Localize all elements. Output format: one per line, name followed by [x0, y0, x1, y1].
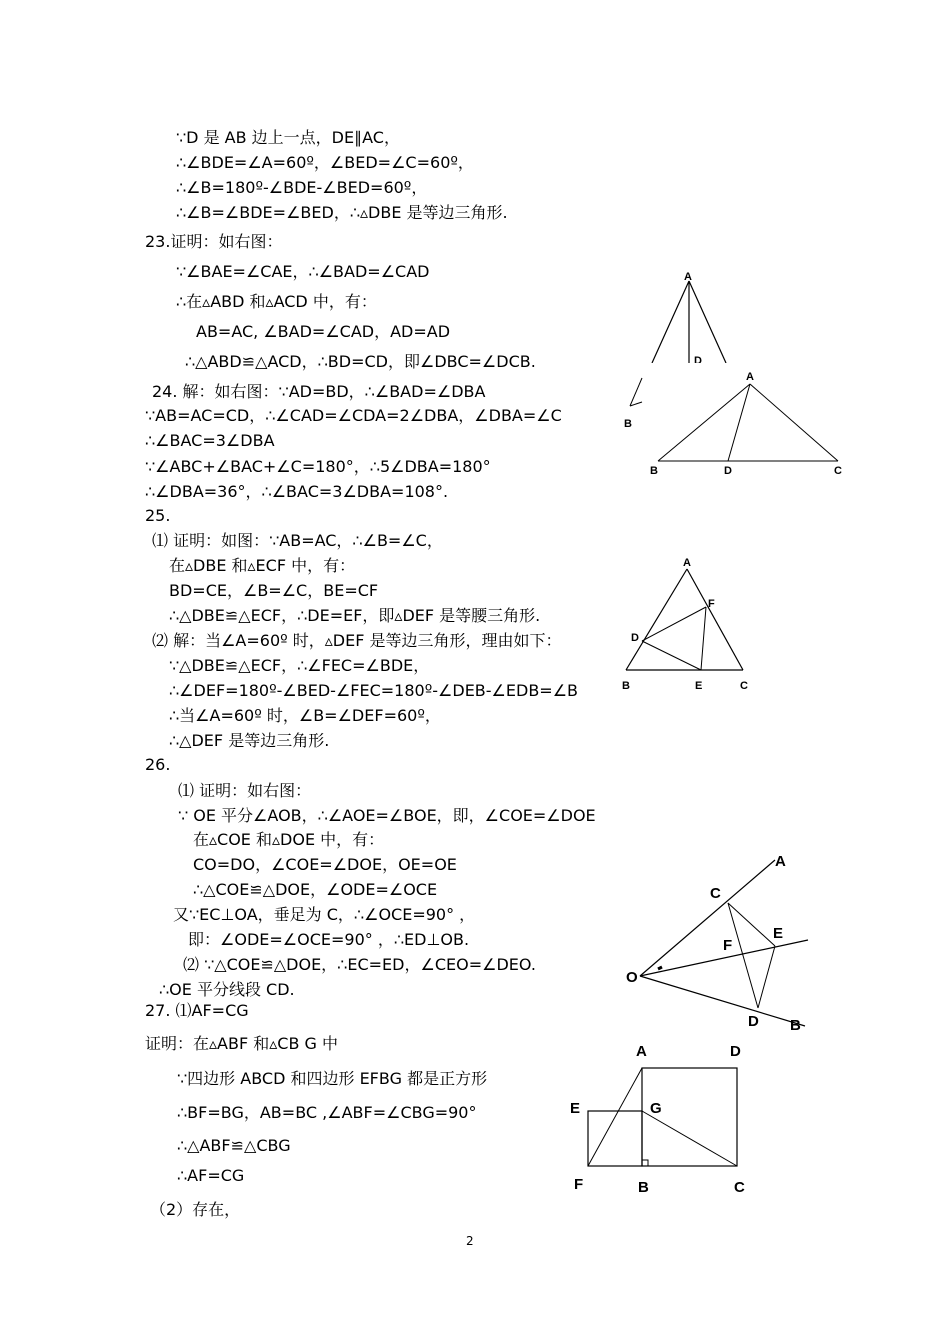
- point-label-d: D: [748, 1013, 759, 1030]
- point-label-a: A: [683, 557, 691, 569]
- point-label-f: F: [723, 937, 733, 954]
- text-line: ∵∠BAE=∠CAE，∴∠BAD=∠CAD: [176, 262, 430, 281]
- figure-26: [620, 848, 820, 1036]
- point-label-c: C: [734, 1179, 745, 1196]
- figure-23: [640, 268, 730, 363]
- text-line: ∴△ABD≌△ACD，∴BD=CD，即∠DBC=∠DCB.: [185, 352, 536, 371]
- point-label-c: C: [710, 885, 721, 902]
- text-line: ∴当∠A=60º 时，∠B=∠DEF=60º，: [169, 706, 441, 725]
- figure-24: [618, 366, 850, 482]
- problem-heading: 25.: [145, 506, 171, 525]
- point-label-f: F: [574, 1176, 584, 1193]
- text-line: ∴在▵ABD 和▵ACD 中，有：: [176, 292, 377, 311]
- point-label-g: G: [650, 1100, 662, 1117]
- text-line: ∴BF=BG，AB=BC ,∠ABF=∠CBG=90°: [177, 1103, 477, 1122]
- text-line: ∴OE 平分线段 CD.: [159, 980, 295, 999]
- text-line: ∴∠BAC=3∠DBA: [145, 431, 275, 450]
- point-label-o: O: [626, 969, 638, 986]
- text-line: ∵AB=AC=CD，∴∠CAD=∠CDA=2∠DBA，∠DBA=∠C: [145, 406, 562, 425]
- text-line: ⑴ 证明：如右图：: [178, 781, 312, 800]
- point-label-d: D: [694, 355, 702, 363]
- text-line: ∴△COE≌△DOE，∠ODE=∠OCE: [193, 880, 438, 899]
- text-line: ∵△DBE≌△ECF，∴∠FEC=∠BDE，: [169, 656, 430, 675]
- text-line: 证明：在▵ABF 和▵CB G 中: [145, 1034, 338, 1053]
- text-line: CO=DO，∠COE=∠DOE，OE=OE: [193, 855, 457, 874]
- problem-heading: 24. 解：如右图：∵AD=BD，∴∠BAD=∠DBA: [152, 382, 486, 401]
- text-line: ∵ OE 平分∠AOB，∴∠AOE=∠BOE，即，∠COE=∠DOE: [178, 806, 596, 825]
- text-line: ⑴ 证明：如图：∵AB=AC，∴∠B=∠C，: [152, 531, 443, 550]
- point-label-f: F: [708, 598, 715, 610]
- text-line: ∵∠ABC+∠BAC+∠C=180°，∴5∠DBA=180°: [145, 457, 491, 476]
- point-label-b: B: [624, 418, 632, 430]
- text-line: ⑵ ∵△COE≌△DOE，∴EC=ED，∠CEO=∠DEO.: [183, 955, 536, 974]
- point-label-d: D: [631, 632, 639, 644]
- text-line: AB=AC, ∠BAD=∠CAD，AD=AD: [196, 322, 451, 341]
- problem-heading: 27. ⑴AF=CG: [145, 1001, 249, 1020]
- text-line: ∴AF=CG: [177, 1166, 245, 1185]
- problem-heading: 26.: [145, 755, 171, 774]
- point-label-a: A: [636, 1043, 647, 1060]
- point-label-b: B: [622, 680, 630, 692]
- point-label-c: C: [740, 680, 748, 692]
- point-label-e: E: [773, 925, 784, 942]
- text-line: ∴∠B=180º-∠BDE-∠BED=60º，: [176, 178, 428, 197]
- point-label-c: C: [834, 465, 842, 477]
- point-label-a: A: [746, 371, 754, 383]
- text-line: ∴△DBE≌△ECF，∴DE=EF，即▵DEF 是等腰三角形.: [169, 606, 541, 625]
- text-line: 在▵DBE 和▵ECF 中，有：: [169, 556, 356, 575]
- point-label-e: E: [695, 680, 703, 692]
- point-label-d: D: [724, 465, 732, 477]
- point-label-b: B: [650, 465, 658, 477]
- text-line: ⑵ 解：当∠A=60º 时，▵DEF 是等边三角形，理由如下：: [152, 631, 562, 650]
- text-line: ∴∠BDE=∠A=60º，∠BED=∠C=60º，: [176, 153, 474, 172]
- problem-heading: 23.证明：如右图：: [145, 232, 283, 251]
- text-line: ∵D 是 AB 边上一点，DE∥AC，: [176, 128, 400, 147]
- text-line: BD=CE，∠B=∠C，BE=CF: [169, 581, 379, 600]
- text-line: ∴∠B=∠BDE=∠BED，∴▵DBE 是等边三角形.: [176, 203, 508, 222]
- point-label-b: B: [638, 1179, 649, 1196]
- text-line: 在▵COE 和▵DOE 中，有：: [193, 830, 385, 849]
- point-label-e: E: [570, 1100, 581, 1117]
- text-line: ∴△DEF 是等边三角形.: [169, 731, 330, 750]
- point-label-b: B: [790, 1017, 801, 1034]
- text-line: 又∵EC⊥OA，垂足为 C，∴∠OCE=90° ，: [173, 905, 476, 924]
- text-line: ∴∠DBA=36°，∴∠BAC=3∠DBA=108°.: [145, 482, 449, 501]
- point-label-a: A: [684, 271, 692, 283]
- point-label-a: A: [775, 853, 786, 870]
- text-line: （2）存在，: [150, 1200, 241, 1219]
- point-label-d: D: [730, 1043, 741, 1060]
- text-line: 即：∠ODE=∠OCE=90° ，∴ED⊥OB.: [188, 930, 470, 949]
- text-line: ∴△ABF≌△CBG: [177, 1136, 291, 1155]
- page-number: 2: [466, 1234, 474, 1248]
- text-line: ∴∠DEF=180º-∠BED-∠FEC=180º-∠DEB-∠EDB=∠B: [169, 681, 579, 700]
- text-line: ∵四边形 ABCD 和四边形 EFBG 都是正方形: [177, 1069, 488, 1088]
- figure-25: [618, 555, 758, 695]
- figure-27: [562, 1038, 762, 1200]
